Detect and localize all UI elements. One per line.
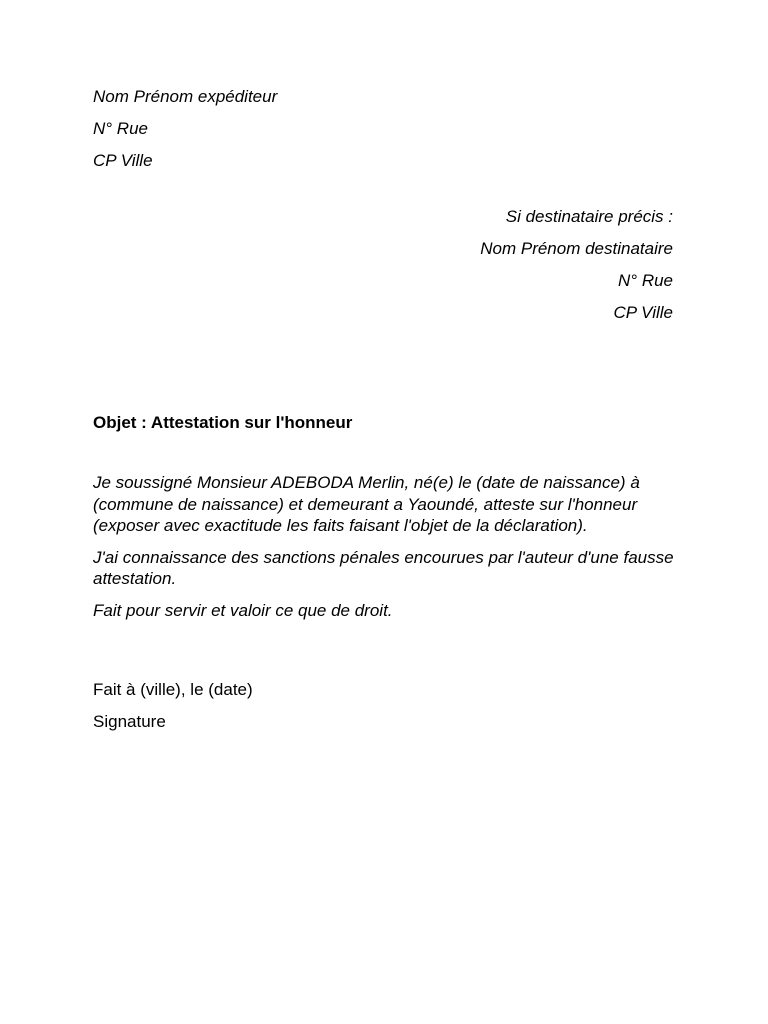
recipient-street: N° Rue	[618, 271, 673, 290]
signature-label: Signature	[93, 712, 166, 731]
sender-street: N° Rue	[93, 119, 148, 138]
subject-line: Objet : Attestation sur l'honneur	[93, 413, 353, 432]
body-paragraph-closing-formula: Fait pour servir et valoir ce que de droit.	[93, 600, 393, 620]
sender-name: Nom Prénom expéditeur	[93, 87, 278, 106]
place-date-line: Fait à (ville), le (date)	[93, 680, 253, 699]
sender-address-block	[93, 86, 277, 182]
sender-city: CP Ville	[93, 151, 153, 170]
recipient-address-block	[480, 206, 673, 334]
letter-body	[93, 472, 675, 631]
closing-block	[93, 679, 253, 743]
recipient-intro: Si destinataire précis :	[505, 207, 673, 226]
body-paragraph-sanctions: J'ai connaissance des sanctions pénales encourues par l'auteur d'une fausse attestation.	[93, 547, 674, 588]
recipient-name: Nom Prénom destinataire	[480, 239, 673, 258]
body-paragraph-declaration: Je soussigné Monsieur ADEBODA Merlin, né(e) le (date de naissance) à (commune de naissance) et demeurant a Yaoundé, atteste sur l'honneur (exposer avec exactitude les faits faisant l'objet de la déclaration).	[93, 473, 640, 535]
recipient-city: CP Ville	[613, 303, 673, 322]
